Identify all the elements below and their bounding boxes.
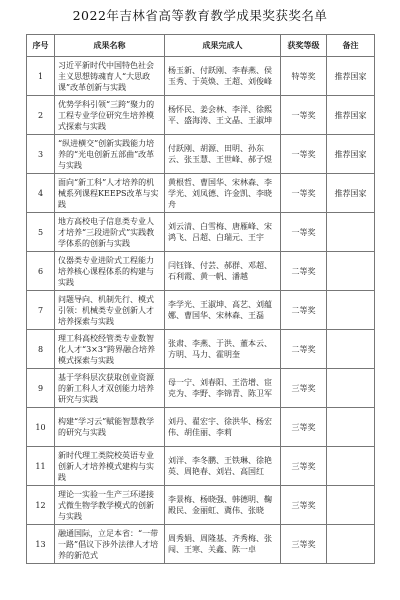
table-row — [27, 213, 375, 252]
remarks — [327, 252, 375, 291]
header-completers: 成果完成人 — [165, 35, 281, 57]
award-level: 二等奖 — [281, 291, 327, 330]
award-level: 一等奖 — [281, 213, 327, 252]
table-row — [27, 486, 375, 525]
awards-table — [26, 34, 375, 564]
row-number: 10 — [27, 408, 55, 447]
remarks — [327, 213, 375, 252]
table-row — [27, 291, 375, 330]
completers: 付跃刚、胡源、田明、孙东云、张玉慧、王世峰、郝子煜 — [165, 135, 281, 174]
table-row — [27, 96, 375, 135]
header-achievement-name: 成果名称 — [55, 35, 165, 57]
row-number: 12 — [27, 486, 55, 525]
header-remarks: 备注 — [327, 35, 375, 57]
header-award-level: 获奖等级 — [281, 35, 327, 57]
achievement-name: 理工科高校经管类专业数智化人才“3×3”跨界融合培养模式探索与实践 — [55, 330, 165, 369]
row-number: 1 — [27, 57, 55, 96]
remarks — [327, 369, 375, 408]
award-level: 特等奖 — [281, 57, 327, 96]
completers: 李景梅、杨晓强、韩德明、鞠殿民、金丽虹、冀伟、张晓 — [165, 486, 281, 525]
completers: 刘洋、李冬鹏、王铁琳、徐艳英、周艳春、刘岩、高国红 — [165, 447, 281, 486]
table-row — [27, 135, 375, 174]
completers: 张肃、李燕、于洪、董本云、方明、马力、霍明奎 — [165, 330, 281, 369]
table-row — [27, 408, 375, 447]
row-number: 5 — [27, 213, 55, 252]
completers: 杨怀民、姜会林、李洋、徐熙平、盛海涛、王文晶、王淑坤 — [165, 96, 281, 135]
table-row — [27, 447, 375, 486]
completers: 杨玉新、付跃刚、李春燕、侯玉秀、于英焕、王超、刘俊峰 — [165, 57, 281, 96]
award-level: 一等奖 — [281, 96, 327, 135]
row-number: 13 — [27, 525, 55, 564]
document-title: 2022年吉林省高等教育教学成果奖获奖名单 — [72, 8, 328, 23]
row-number: 4 — [27, 174, 55, 213]
row-number: 2 — [27, 96, 55, 135]
achievement-name: 习近平新时代中国特色社会主义思想铸魂育人“大思政课”改革创新与实践 — [55, 57, 165, 96]
achievement-name: 融通国际，立足本省：“一带一路”倡议下涉外法律人才培养的新范式 — [55, 525, 165, 564]
award-level: 一等奖 — [281, 174, 327, 213]
table-row — [27, 330, 375, 369]
achievement-name: 构建“学习云”赋能智慧教学的研究与实践 — [55, 408, 165, 447]
completers: 闫钰锋、付芸、郝群、邓超、石利霞、黄一帆、潘越 — [165, 252, 281, 291]
award-level: 二等奖 — [281, 252, 327, 291]
table-row — [27, 174, 375, 213]
table-row — [27, 369, 375, 408]
completers: 刘云清、白雪梅、唐雁峰、宋鸿飞、吕超、白瑞元、王宇 — [165, 213, 281, 252]
award-level: 三等奖 — [281, 525, 327, 564]
remarks — [327, 291, 375, 330]
remarks: 推荐国家 — [327, 96, 375, 135]
completers: 母一宁、刘春阳、王浩增、宦克为、李野、李锦青、陈卫军 — [165, 369, 281, 408]
header-number: 序号 — [27, 35, 55, 57]
remarks — [327, 408, 375, 447]
award-level: 三等奖 — [281, 486, 327, 525]
remarks — [327, 486, 375, 525]
table-row — [27, 525, 375, 564]
remarks: 推荐国家 — [327, 135, 375, 174]
row-number: 9 — [27, 369, 55, 408]
table-row — [27, 57, 375, 96]
completers: 李学光、王淑坤、高艺、刘蕴娜、曹国华、宋林森、王磊 — [165, 291, 281, 330]
remarks: 推荐国家 — [327, 57, 375, 96]
achievement-name: 新时代理工类院校英语专业创新人才培养模式建构与实践 — [55, 447, 165, 486]
achievement-name: 理论一实验一生产三环递接式微生物学教学模式的创新与实践 — [55, 486, 165, 525]
row-number: 3 — [27, 135, 55, 174]
award-level: 三等奖 — [281, 447, 327, 486]
row-number: 6 — [27, 252, 55, 291]
awards-table-body — [27, 57, 375, 564]
award-level: 一等奖 — [281, 135, 327, 174]
completers: 刘丹、翟宏宇、徐洪华、杨宏伟、胡佳丽、李莉 — [165, 408, 281, 447]
remarks: 推荐国家 — [327, 174, 375, 213]
remarks — [327, 447, 375, 486]
row-number: 11 — [27, 447, 55, 486]
table-header-row — [27, 35, 375, 57]
achievement-name: 基于学科层次获取创业资源的新工科人才双创能力培养研究与实践 — [55, 369, 165, 408]
achievement-name: 问题导向、机制先行、模式引领：机械类专业创新人才培养探索与实践 — [55, 291, 165, 330]
completers: 周秀娟、周隆基、齐秀梅、张闯、王寒、关鑫、陈一卓 — [165, 525, 281, 564]
remarks — [327, 330, 375, 369]
achievement-name: 仪器类专业进阶式工程能力培养核心课程体系的构建与实践 — [55, 252, 165, 291]
achievement-name: 面向“新工科”人才培养的机械系列课程KEEPS改革与实践 — [55, 174, 165, 213]
achievement-name: “纵进横交”创新实践能力培养的“光电创新五部曲”改革与实践 — [55, 135, 165, 174]
remarks — [327, 525, 375, 564]
row-number: 8 — [27, 330, 55, 369]
row-number: 7 — [27, 291, 55, 330]
achievement-name: 地方高校电子信息类专业人才培养“三段进阶式”实践教学体系的创新与实践 — [55, 213, 165, 252]
completers: 黄根哲、曹国华、宋林森、李学光、刘凤德、许金凯、李晓舟 — [165, 174, 281, 213]
table-row — [27, 252, 375, 291]
award-level: 二等奖 — [281, 330, 327, 369]
award-level: 三等奖 — [281, 408, 327, 447]
achievement-name: 优势学科引领“三跨”聚力的工程专业学位研究生培养模式探索与实践 — [55, 96, 165, 135]
award-level: 三等奖 — [281, 369, 327, 408]
